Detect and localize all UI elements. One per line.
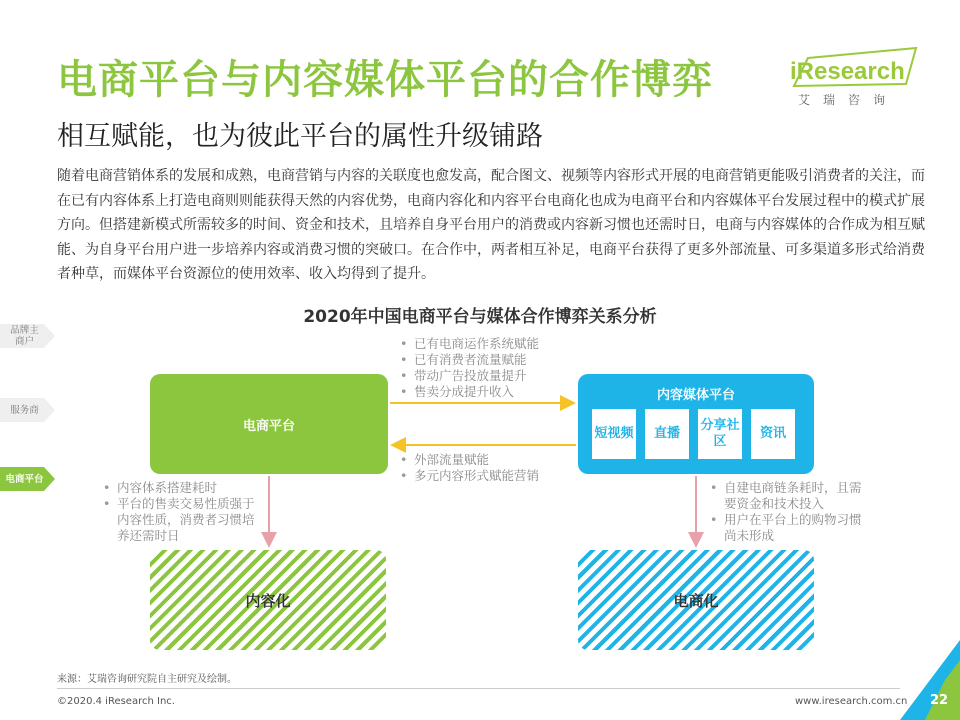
list-item: • 外部流量赋能 — [400, 452, 539, 468]
copyright: ©2020.4 iResearch Inc. — [57, 696, 175, 707]
media-platform-title: 内容媒体平台 — [656, 388, 735, 403]
list-item: • 多元内容形式赋能营销 — [400, 468, 539, 484]
page-title: 电商平台与内容媒体平台的合作博弈 — [57, 57, 713, 103]
media-item-news: 资讯 — [751, 409, 795, 459]
side-tab-label: 服务商 — [10, 404, 39, 416]
side-tab-label: 电商平台 — [5, 473, 44, 485]
list-item: • 平台的售卖交易性质强于内容性质，消费者习惯培养还需时日 — [103, 496, 263, 544]
list-item: • 售卖分成提升收入 — [400, 384, 539, 400]
logo-text: iResearch — [790, 58, 905, 85]
list-item: • 内容体系搭建耗时 — [103, 480, 263, 496]
list-item: • 用户在平台上的购物习惯尚未形成 — [710, 512, 870, 544]
page-subtitle: 相互赋能，也为彼此平台的属性升级铺路 — [57, 121, 543, 152]
list-item: • 自建电商链条耗时，且需要资金和技术投入 — [710, 480, 870, 512]
commerce-box-label: 电商化 — [673, 591, 719, 610]
ecommerce-platform-label: 电商平台 — [242, 418, 295, 434]
media-item-community: 分享社区 — [698, 409, 742, 459]
logo-cn-text: 艾瑞咨询 — [798, 93, 899, 107]
side-tab-label: 品牌主商户 — [10, 325, 39, 347]
page-number: 22 — [930, 693, 949, 708]
diagram-title: 2020年中国电商平台与媒体合作博弈关系分析 — [303, 307, 657, 327]
website-link[interactable]: www.iresearch.com.cn — [795, 696, 908, 707]
list-item: • 带动广告投放量提升 — [400, 368, 539, 384]
intro-paragraph: 随着电商营销体系的发展和成熟，电商营销与内容的关联度也愈发高，配合图文、视频等内容形式开展的电商营销更能吸引消费者的关注，而在已有内容体系上打造电商则则能获得天然的内容优势，电商内容化和内容平台电商化也成为电商平台和内容媒体平台发展过程中的模式扩展方向。但搭建新模式所需较多的时间、资金和技术，且培养自身平台用户的消费或内容新习惯也还需时日，电商与内容媒体的合作成为相互赋能、为自身平台用户进一步培养内容或消费习惯的突破口。在合作中，两者相互补足，电商平台获得了更多外部流量、可多渠道多形式给消费者种草，而媒体平台资源位的使用效率、收入均得到了提升。 — [57, 168, 925, 282]
media-item-short-video: 短视频 — [592, 409, 636, 459]
list-item: • 已有消费者流量赋能 — [400, 352, 539, 368]
media-item-live: 直播 — [645, 409, 689, 459]
content-box-label: 内容化 — [245, 591, 291, 610]
list-item: • 已有电商运作系统赋能 — [400, 336, 539, 352]
source-note: 来源：艾瑞咨询研究院自主研究及绘制。 — [57, 674, 237, 685]
